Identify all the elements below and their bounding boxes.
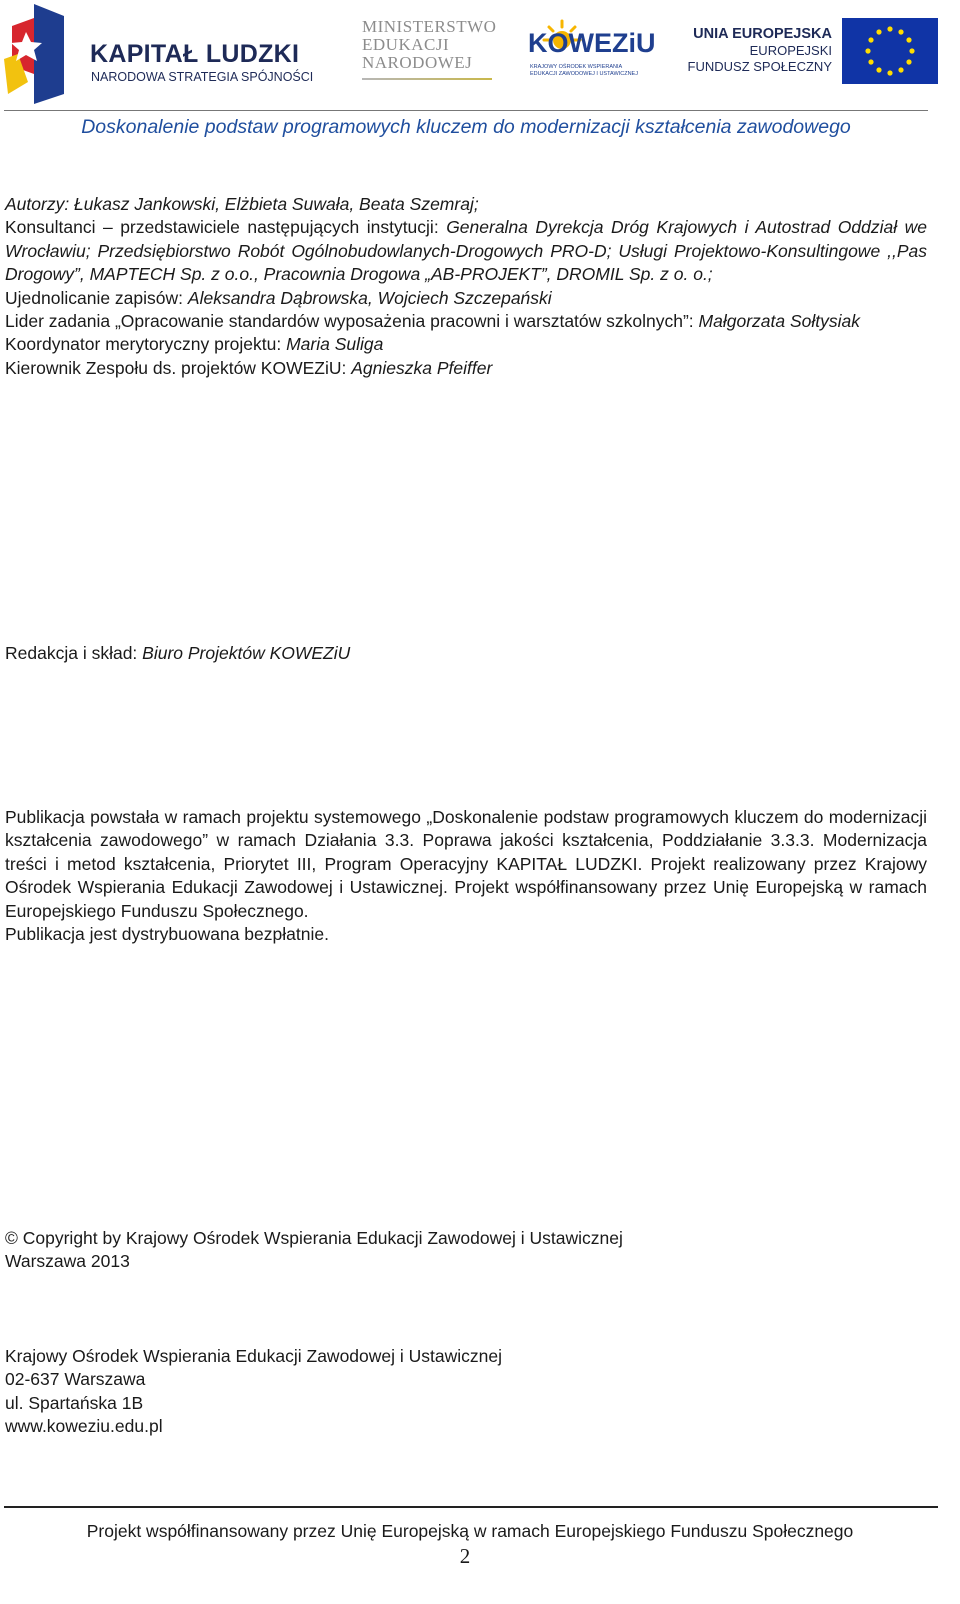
copyright-section — [5, 1227, 927, 1274]
consultants-paragraph — [5, 216, 927, 286]
copyright-line: © Copyright by Krajowy Ośrodek Wspierania Edukacji Zawodowej i Ustawicznej — [5, 1228, 623, 1248]
ministerstwo-line-2: EDUKACJI — [362, 35, 450, 54]
eu-text-line-3: FUNDUSZ SPOŁECZNY — [687, 59, 832, 74]
editing-value: Biuro Projektów KOWEZiU — [142, 643, 351, 663]
ministerstwo-logo — [362, 18, 512, 88]
koweziu-name: KOWEZiU — [528, 28, 656, 58]
coordinator-label: Koordynator merytoryczny projektu: — [5, 334, 282, 355]
footer-divider — [4, 1506, 938, 1508]
ministerstwo-line-3: NARODOWEJ — [362, 53, 473, 72]
manager-line — [5, 357, 927, 380]
address-website-link[interactable]: www.koweziu.edu.pl — [5, 1416, 163, 1437]
authors-line: Autorzy: Łukasz Jankowski, Elżbieta Suwała, Beata Szemraj; — [5, 194, 479, 214]
consultants-value: Generalna Dyrekcja Dróg Krajowych i Autostrad Oddział we Wrocławiu; Przedsiębiorstwo Robót Ogólnobudowlanych-Drogowych PRO-D; Usługi Projektowo-Konsultingowe ,,Pas Drogowy”, MAPTECH Sp. z o.o., Pracownia Drogowa „AB-PROJEKT”, DROMIL Sp. z o. o.; — [5, 217, 927, 285]
editing-line — [5, 642, 927, 665]
kapital-ludzki-subtitle: NARODOWA STRATEGIA SPÓJNOŚCI — [91, 70, 314, 84]
unification-line — [5, 287, 927, 310]
leader-line — [5, 310, 927, 333]
ministerstwo-line-1: MINISTERSTWO — [362, 17, 497, 36]
unification-value: Aleksandra Dąbrowska, Wojciech Szczepański — [187, 287, 552, 308]
coordinator-value: Maria Suliga — [286, 334, 384, 355]
header-logos — [0, 0, 960, 112]
ministerstwo-underline — [362, 78, 492, 80]
koweziu-subtitle-line-2: EDUKACJI ZAWODOWEJ I USTAWICZNEJ — [530, 71, 638, 77]
publication-paragraph: Publikacja powstała w ramach projektu systemowego „Doskonalenie podstaw programowych kluczem do modernizacji kształcenia zawodowego” w ramach Działania 3.3. Poprawa jakości kształcenia, Poddziałanie 3.3.3. Modernizacja treści i metod kształcenia, Priorytet III, Program Operacyjny KAPITAŁ LUDZKI. Projekt realizowany przez Krajowy Ośrodek Wspierania Edukacji Zawodowej i Ustawicznej. Projekt współfinansowany przez Unię Europejską w ramach Europejskiego Funduszu Społecznego. — [5, 807, 927, 921]
header-divider — [4, 110, 928, 111]
eu-logo — [687, 18, 950, 88]
leader-value: Małgorzata Sołtysiak — [698, 311, 861, 332]
manager-label: Kierownik Zespołu ds. projektów KOWEZiU: — [5, 357, 347, 378]
manager-value: Agnieszka Pfeiffer — [351, 357, 493, 378]
copyright-place-year: Warszawa 2013 — [5, 1251, 130, 1272]
kapital-ludzki-emblem-icon — [4, 4, 70, 104]
eu-flag-icon — [842, 18, 938, 84]
editing-label: Redakcja i skład: — [5, 643, 138, 663]
publication-free-line: Publikacja jest dystrybuowana bezpłatnie. — [5, 924, 329, 945]
publication-section — [5, 806, 927, 946]
koweziu-subtitle-line-1: KRAJOWY OŚRODEK WSPIERANIA — [530, 64, 623, 70]
eu-text-line-2: EUROPEJSKI — [749, 43, 832, 58]
document-title: Doskonalenie podstaw programowych kluczem do modernizacji kształcenia zawodowego — [81, 116, 851, 138]
eu-text-line-1: UNIA EUROPEJSKA — [693, 26, 832, 42]
address-section — [5, 1345, 927, 1439]
address-postal: 02-637 Warszawa — [5, 1369, 146, 1390]
kapital-ludzki-name: KAPITAŁ LUDZKI — [90, 40, 300, 68]
kapital-ludzki-logo — [4, 4, 314, 104]
consultants-label: Konsultanci – przedstawiciele następujących instytucji: — [5, 217, 439, 238]
credits-section — [5, 193, 927, 380]
address-name: Krajowy Ośrodek Wspierania Edukacji Zawodowej i Ustawicznej — [5, 1346, 502, 1366]
koweziu-logo — [528, 18, 658, 88]
unification-label: Ujednolicanie zapisów: — [5, 287, 184, 308]
footer-text: Projekt współfinansowany przez Unię Europejską w ramach Europejskiego Funduszu Społecznego — [86, 1521, 854, 1541]
eu-text — [688, 26, 832, 75]
address-street: ul. Spartańska 1B — [5, 1392, 144, 1413]
leader-label: Lider zadania „Opracowanie standardów wyposażenia pracowni i warsztatów szkolnych”: — [5, 311, 694, 332]
editing-section — [5, 642, 927, 665]
coordinator-line — [5, 333, 927, 356]
koweziu-subtitle — [530, 64, 638, 78]
page-number: 2 — [459, 1544, 471, 1568]
